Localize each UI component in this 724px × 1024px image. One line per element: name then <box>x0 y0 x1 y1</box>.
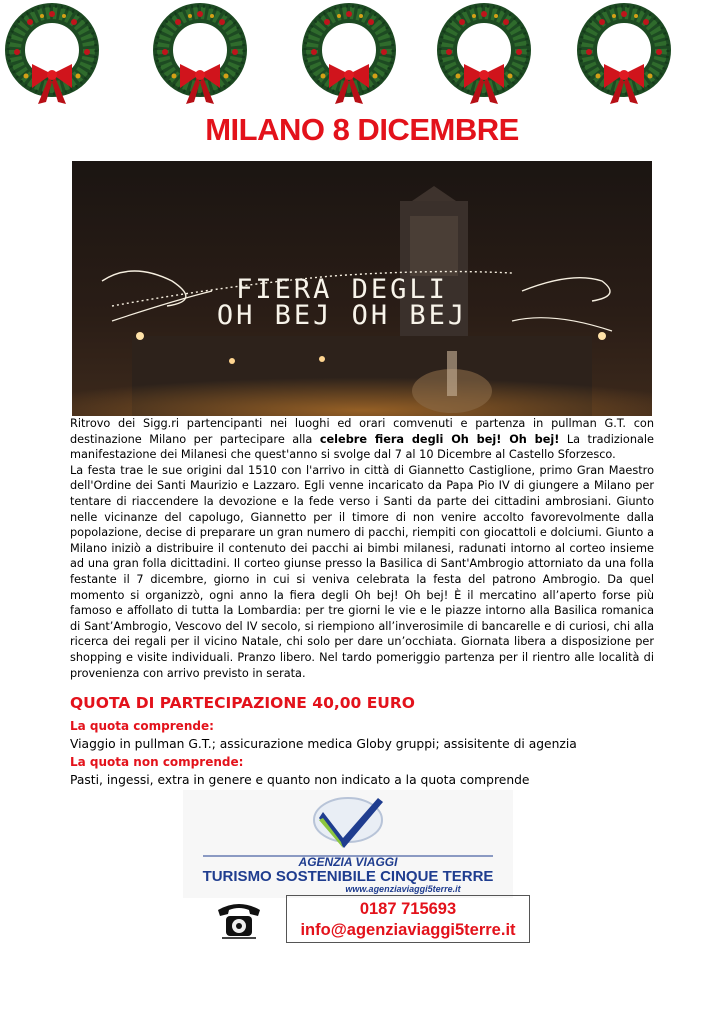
description <box>70 416 654 681</box>
logo-line2: TURISMO SOSTENIBILE CINQUE TERRE <box>202 868 494 885</box>
wreath-banner <box>0 0 724 110</box>
logo-line1: AGENZIA VIAGGI <box>298 855 398 869</box>
includes-label: La quota comprende: <box>70 719 214 733</box>
price-heading: QUOTA DI PARTECIPAZIONE 40,00 EURO <box>70 694 415 712</box>
wreath-icon <box>574 2 674 106</box>
history-paragraph: La festa trae le sue origini dal 1510 con l'arrivo in città di Giannetto Castiglione, primo Gran Maestro dell'Ordine dei Santi Maurizio e Lazzaro. Egli venne incaricato da Papa Pio IV di giungere a Milano per tentare di riaccendere la devozione e la fede verso i Santi da parte dei cittadini ambrosiani. Giunto nelle vicinanze del capolugo, Giannetto per il timore di non venire accolto favorevolmente dalla popolazione, decise di preparare un gran numero di pacchi, riempiti con giocattoli e dolciumi. Giunto a Milano iniziò a distribuire il contenuto dei pacchi ai bimbi milanesi, radunati intorno al corteo insieme ad una gran folla dicittadini. Il corteo giunse presso la Basilica di Sant'Ambrogio attorniato da una folla festante il 7 dicembre, giorno in cui si veniva celebrata la festa del patrono Ambrogio. Da quel momento si organizzò, ogni anno la fiera degli Oh bej! Oh bej! È il mercatino all’aperto forse più famoso e affollato di tutta la Lombardia: per tre giorni le vie e le piazze intorno alla Basilica romanica di Sant’Ambrogio, Vescovo del IV secolo, si riempiono all’inverosimile di bancarelle e di curiosi, chi alla ricerca dei regali per il vicino Natale, chi solo per dare un’occhiata. Giornata libera a disposizione per shopping e visite individuali. Pranzo libero. Nel tardo pomeriggio partenza per il rientro alle località di provenienza con arrivo previsto in serata. <box>70 463 654 680</box>
includes-text: Viaggio in pullman G.T.; assicurazione medica Globy gruppi; assisitente di agenzia <box>70 737 577 751</box>
intro-paragraph: Ritrovo dei Sigg.ri partencipanti nei luoghi ed orari comvenuti e partenza in pullman G.T. con destinazione Milano per partecipare alla celebre fiera degli Oh bej! Oh bej! La tradizionale manifestazione dei Milanesi che quest'anno si svolge dal 7 al 10 Dicembre al Castello Sforzesco. <box>70 417 654 462</box>
phone-number[interactable]: 0187 715693 <box>359 900 457 918</box>
sign-line2: OH BEJ OH BEJ <box>216 300 468 331</box>
excludes-label: La quota non comprende: <box>70 755 244 769</box>
logo-url: www.agenziaviaggi5terre.it <box>345 884 461 894</box>
excludes-text: Pasti, ingessi, extra in genere e quanto non indicato a la quota comprende <box>70 773 530 787</box>
wreath-icon <box>2 2 102 106</box>
page-title: MILANO 8 DICEMBRE <box>205 112 519 147</box>
sign-line1: FIERA DEGLI <box>236 274 448 305</box>
agency-logo <box>183 790 513 898</box>
wreath-icon <box>299 2 399 106</box>
contact-box <box>286 895 530 943</box>
wreath-icon <box>434 2 534 106</box>
fair-photo <box>72 161 652 416</box>
highlight-fair-name: celebre fiera degli Oh bej! Oh bej! <box>319 432 560 446</box>
telephone-icon <box>214 900 264 942</box>
email-link[interactable]: info@agenziaviaggi5terre.it <box>300 921 516 939</box>
wreath-icon <box>150 2 250 106</box>
